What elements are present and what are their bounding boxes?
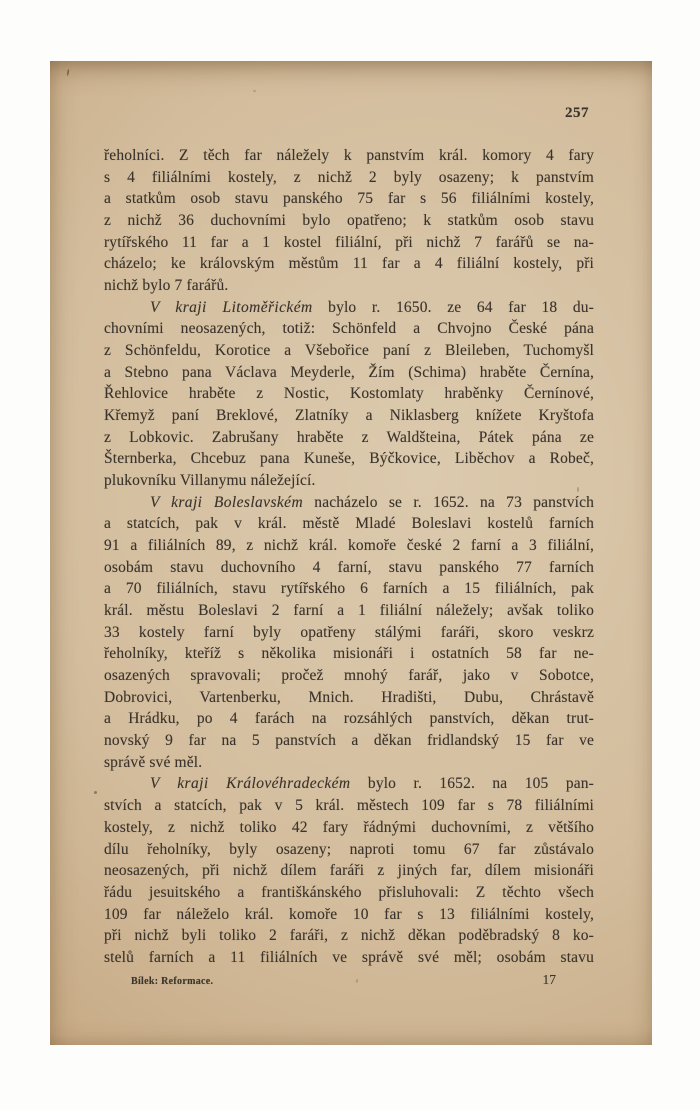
text-line: V kraji Boleslavském nacházelo se r. 1652. na 73 panstvích bbox=[150, 493, 594, 511]
text-line: nichž bylo 7 farářů. bbox=[104, 277, 229, 295]
text-line: řeholníci. Z těch far náležely k panstvím král. komory 4 fary bbox=[104, 147, 594, 164]
text-line: stelů farních a 11 filiálních ve správě své měl; osobám stavu bbox=[104, 948, 594, 966]
text-line: při nichž byli toliko 2 faráři, z nichž děkan poděbradský 8 ko- bbox=[104, 927, 594, 945]
text-line: správě své měl. bbox=[104, 753, 203, 771]
text-line: kostely, z nichž toliko 42 fary řádnými duchovními, z většího bbox=[104, 818, 594, 836]
text-line: osobám stavu duchovního 4 farní, stavu panského 77 farních bbox=[104, 558, 594, 576]
text-line: a statkům osob stavu panského 75 far s 56 filiálními kostely, bbox=[104, 190, 594, 208]
footer-sheet-number: 17 bbox=[542, 972, 556, 987]
section-lead-italic: V kraji Královéhradeckém bbox=[150, 775, 351, 793]
text-line: osazených spravovali; pročež mnohý farář, jako v Sobotce, bbox=[104, 667, 594, 685]
text-line: z nichž 36 duchovními bylo opatřeno; k statkům osob stavu bbox=[104, 212, 594, 230]
text-line: 91 a filiálních 89, z nichž král. komoře české 2 farní a 3 filiální, bbox=[104, 537, 594, 555]
text-line: 109 far náleželo král. komoře 10 far s 13 filiálními kostely, bbox=[104, 905, 594, 923]
text-line: z Schönfeldu, Korotice a Všebořice paní z Bleileben, Tuchomyšl bbox=[104, 342, 594, 360]
page-number: 257 bbox=[565, 105, 589, 121]
body-text bbox=[104, 145, 594, 969]
section-lead-italic: V kraji Litoměřickém bbox=[150, 298, 313, 316]
text-line: a 70 filiálních, stavu rytířského 6 farních a 15 filiálních, pak bbox=[104, 580, 594, 598]
text-line: neosazených, při nichž dílem faráři z jiných far, dílem misionáři bbox=[104, 862, 594, 880]
text-line: Dobrovici, Vartenberku, Mnich. Hradišti, Dubu, Chrástavě bbox=[104, 688, 594, 706]
text-line: stvích a statcích, pak v 5 král. městech 109 far s 78 filiálními bbox=[104, 797, 594, 815]
text-line: z Lobkovic. Zabrušany hraběte z Waldšteina, Pátek pána ze bbox=[104, 428, 594, 446]
text-line: V kraji Litoměřickém bylo r. 1650. ze 64 far 18 du- bbox=[150, 298, 594, 316]
text-line: Šternberka, Chcebuz pana Kuneše, Býčkovice, Liběchov a Robeč, bbox=[104, 450, 594, 468]
text-line: V kraji Královéhradeckém bylo r. 1652. na 105 pan- bbox=[150, 775, 594, 793]
text-line: Křemyž paní Breklové, Zlatníky a Niklasberg knížete Kryštofa bbox=[104, 407, 594, 425]
footer-signature: Bílek: Reformace. bbox=[131, 976, 214, 987]
text-line: s 4 filiálními kostely, z nichž 2 byly osazeny; k panstvím bbox=[104, 168, 594, 186]
text-line: plukovníku Villanymu náležející. bbox=[104, 472, 316, 490]
paper-speck bbox=[577, 487, 579, 492]
text-line: řeholníky, kteříž s několika misionáři i ostatních 58 far ne- bbox=[104, 645, 594, 663]
text-line: rytířského 11 far a 1 kostel filiální, při nichž 7 farářů se na- bbox=[104, 233, 594, 251]
text-line: král. městu Boleslavi 2 farní a 1 filiální náležely; avšak toliko bbox=[104, 602, 594, 620]
text-line: 33 kostely farní byly opatřeny stálými faráři, skoro veskrz bbox=[104, 623, 594, 641]
paper-speck bbox=[94, 791, 97, 794]
text-line: řádu jesuitského a františkánského přisluhovali: Z těchto všech bbox=[104, 883, 594, 901]
paper-speck bbox=[67, 69, 70, 76]
page-footer bbox=[104, 972, 594, 988]
section-lead-italic: V kraji Boleslavském bbox=[150, 493, 304, 511]
text-line: a Stebno pana Václava Meyderle, Žím (Schima) hraběte Černína, bbox=[104, 363, 594, 381]
text-line: a Hrádku, po 4 farách na rozsáhlých panstvích, děkan trut- bbox=[104, 710, 594, 728]
text-line: Řehlovice hraběte z Nostic, Kostomlaty hraběnky Černínové, bbox=[104, 385, 594, 403]
book-page bbox=[50, 61, 652, 1045]
text-line: dílu řeholníky, byly osazeny; naproti tomu 67 far zůstávalo bbox=[104, 840, 594, 858]
text-line: cházelo; ke královským městům 11 far a 4 filiální kostely, při bbox=[104, 255, 594, 273]
text-line: novský 9 far na 5 panstvích a děkan fridlandský 15 far ve bbox=[104, 732, 594, 750]
paper-speck bbox=[253, 90, 256, 92]
text-line: chovními neosazených, totiž: Schönfeld a Chvojno České pána bbox=[104, 320, 594, 338]
text-line: a statcích, pak v král. městě Mladé Boleslavi kostelů farních bbox=[104, 515, 594, 533]
